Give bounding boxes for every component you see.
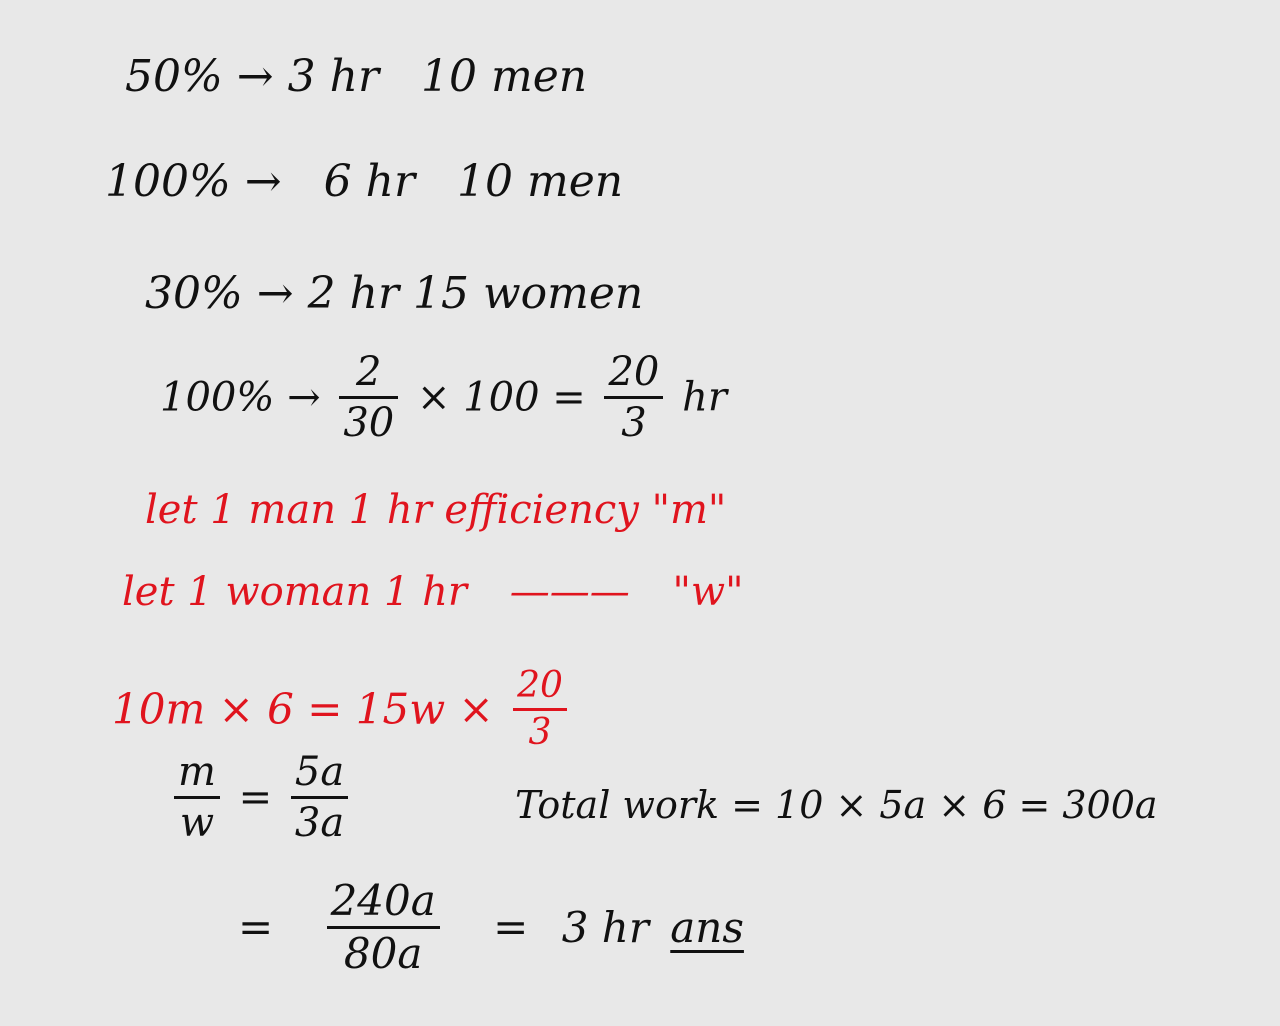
- line-3-workers: 15 women: [413, 268, 644, 319]
- line-10: [238, 876, 744, 978]
- fraction-denominator: 3: [604, 396, 663, 443]
- fraction-20-over-3-red: [513, 665, 567, 753]
- line-6-symbol: "w": [672, 569, 744, 615]
- line-9: [515, 783, 1158, 827]
- line-2-workers: 10 men: [457, 156, 624, 207]
- line-2-hours: 6 hr: [323, 156, 416, 207]
- line-10-equals: =: [238, 902, 274, 952]
- line-3-hours: 2 hr: [307, 268, 400, 319]
- line-8-equals: =: [238, 774, 273, 821]
- line-4-percent: 100% →: [160, 374, 321, 421]
- line-1-workers: 10 men: [421, 51, 588, 102]
- line-2-percent: 100% →: [105, 156, 282, 207]
- line-6-dash: ———: [509, 569, 630, 615]
- fraction-numerator: 5a: [294, 749, 345, 795]
- answer-label: ans: [670, 902, 744, 952]
- line-4-multiply: × 100 =: [416, 374, 586, 421]
- line-4: [160, 349, 727, 446]
- line-1-percent: 50% →: [125, 51, 274, 102]
- line-1-hours: 3 hr: [287, 51, 380, 102]
- fraction-numerator: 2: [356, 349, 382, 395]
- fraction-m-over-w: [174, 749, 220, 846]
- line-8: [168, 749, 354, 846]
- fraction-numerator: 20: [517, 665, 563, 706]
- line-3-percent: 30% →: [145, 268, 294, 319]
- total-work-text: Total work = 10 × 5a × 6 = 300a: [515, 783, 1158, 827]
- fraction-2-over-30: [339, 349, 398, 446]
- line-4-unit: hr: [682, 374, 727, 421]
- fraction-20-over-3: [604, 349, 663, 446]
- fraction-5a-over-3a: [291, 749, 348, 846]
- line-7: [112, 665, 573, 753]
- fraction-240a-over-80a: [327, 876, 440, 978]
- fraction-denominator: 3a: [291, 796, 348, 843]
- line-5-text: let 1 man 1 hr efficiency "m": [145, 487, 727, 533]
- fraction-numerator: 20: [608, 349, 660, 395]
- line-10-equals-2: =: [493, 902, 529, 952]
- fraction-denominator: w: [174, 796, 220, 843]
- fraction-numerator: m: [178, 749, 216, 795]
- answer-value: 3 hr: [561, 902, 649, 952]
- line-3: [145, 268, 644, 319]
- line-5: [145, 487, 727, 533]
- line-6: [122, 569, 744, 615]
- line-7-equation: 10m × 6 = 15w ×: [112, 684, 494, 734]
- fraction-numerator: 240a: [330, 876, 436, 925]
- line-6-text: let 1 woman 1 hr: [122, 569, 468, 615]
- fraction-denominator: 30: [339, 396, 398, 443]
- fraction-denominator: 3: [513, 708, 567, 751]
- line-1: [125, 51, 588, 102]
- fraction-denominator: 80a: [327, 926, 440, 975]
- line-2: [105, 156, 624, 207]
